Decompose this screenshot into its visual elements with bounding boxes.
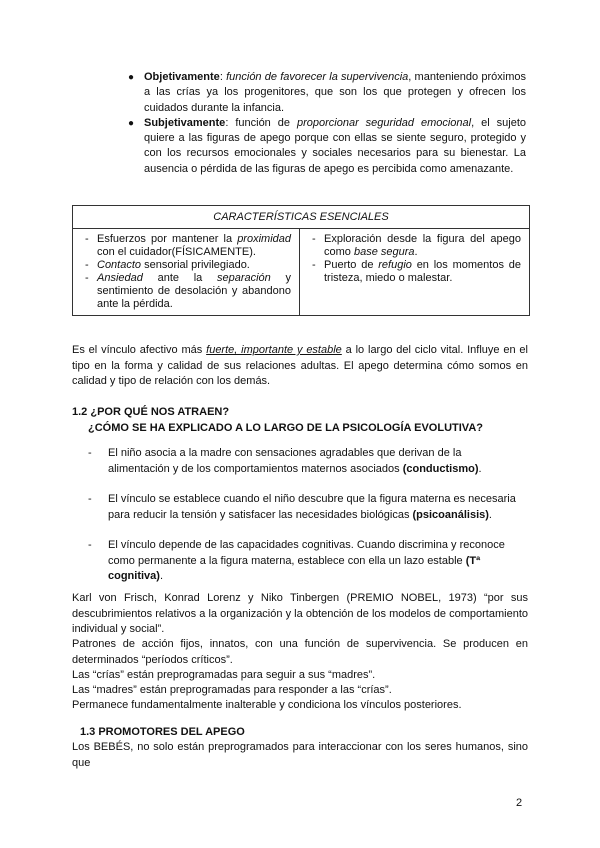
list-item-text: El vínculo depende de las capacidades cognitivas. Cuando discrimina y reconoce como permanente a la figura materna, establece con ella un lazo estable [108,539,505,567]
section-heading-1-3: 1.3 PROMOTORES DEL APEGO [80,726,245,738]
table-item-text: Esfuerzos por mantener la [97,233,238,245]
list-item [88,538,524,585]
bullet-list [126,70,526,177]
page-number: 2 [516,797,523,809]
table-item-italic: Ansiedad [97,272,143,284]
dash-icon: - [85,259,89,271]
table-item-text: ante la [142,272,217,284]
theories-list [88,446,524,600]
table-item-text: en los momentos de tristeza, miedo o malestar. [324,259,521,284]
table-item-italic: proximidad [237,233,291,245]
list-item [88,492,524,523]
dash-icon: - [312,233,316,245]
bullet-italic: proporcionar seguridad emocional [296,116,472,129]
list-item-bold: (Tª cognitiva) [108,554,481,582]
list-item-end: . [478,462,482,475]
table-item-text: Exploración desde la figura del apego como [324,233,521,258]
table-item [79,233,291,259]
table-item-text: . [414,246,418,258]
bullet-rest: , manteniendo próximos a las crías ya los progenitores, que son los que protegen y ofrecen los cuidados durante la infancia. [144,71,526,114]
table-item-text: con el cuidador(FÍSICAMENTE). [97,246,256,258]
dash-icon: - [88,447,92,459]
table-right-column [300,229,529,315]
bullet-sep: : función de [225,116,297,129]
list-item-text: El niño asocia a la madre con sensaciones agradables que derivan de la alimentación y de los comportamientos maternos asociados [108,447,462,475]
list-item-end: . [488,508,492,521]
bullet-label: Subjetivamente [144,116,226,129]
para-underlined: fuerte, importante y estable [206,344,342,356]
list-item [88,446,524,477]
table-item-italic: refugio [378,259,412,271]
table-left-column [73,229,300,315]
bullet-label: Objetivamente [144,71,220,83]
table-item-italic: base segura [353,246,415,258]
table-title: CARACTERÍSTICAS ESENCIALES [73,206,529,229]
line-crias: Las “crías” están preprogramadas para seguir a sus “madres”. [72,669,376,681]
dash-icon: - [88,493,92,505]
paragraph-bebes: Los BEBÉS, no solo están preprogramados para interaccionar con los seres humanos, sino que [72,741,528,769]
dash-icon: - [85,233,89,245]
list-item-text: El vínculo se establece cuando el niño descubre que la figura materna es necesaria para reducir la tensión y satisfacer las necesidades biológicas [108,493,516,521]
line-permanece: Permanece fundamentalmente inalterable y condiciona los vínculos posteriores. [72,699,462,711]
bullet-rest: , el sujeto quiere a las figuras de apego porque con ellas se siente seguro, protegido y con los recursos emocionales y sociales necesarios para su bienestar. La ausencia o pérdida de las figuras de apego es percibida como amenazante. [144,116,527,175]
section-heading-1-2: 1.2 ¿POR QUÉ NOS ATRAEN? [72,406,230,418]
table-item-italic: separación [216,272,271,284]
bullet-subjetivamente [126,116,526,177]
paragraph-vinculo [72,343,528,390]
list-item-bold: (psicoanálisis) [412,508,489,521]
table-item [306,259,521,285]
bullet-sep: : [219,71,227,83]
bullet-objetivamente [126,70,526,116]
table-item-italic: Contacto [97,259,142,271]
table-item [79,259,291,272]
dash-icon: - [312,259,316,271]
bullet-dot-icon: ● [128,117,135,129]
table-item-text: sensorial privilegiado. [141,259,250,271]
paragraph-patrones: Patrones de acción fijos, innatos, con una función de supervivencia. Se producen en determinados “períodos críticos”. [72,638,528,666]
dash-icon: - [85,272,89,284]
para-text: a lo largo del ciclo vital. Influye en el tipo en la forma y calidad de sus relaciones adultas. El apego determina cómo somos en calidad y tipo de relación con los demás. [72,344,528,387]
bullet-italic: función de favorecer la supervivencia [226,71,409,83]
table-item [306,233,521,259]
table-item-text: y sentimiento de desolación y abandono ante la pérdida. [97,272,292,310]
section-subheading-1-2: ¿CÓMO SE HA EXPLICADO A LO LARGO DE LA PSICOLOGÍA EVOLUTIVA? [88,422,483,434]
characteristics-table [72,205,530,316]
list-item-bold: (conductismo) [402,462,479,475]
table-item [79,272,291,311]
dash-icon: - [88,539,92,551]
para-text: Es el vínculo afectivo más [72,344,207,356]
line-madres: Las “madres” están preprogramadas para responder a las “crías”. [72,684,392,696]
table-item-text: Puerto de [324,259,379,271]
list-item-end: . [159,570,164,582]
bullet-dot-icon: ● [128,72,135,83]
table-body [73,229,529,315]
paragraph-nobel: Karl von Frisch, Konrad Lorenz y Niko Tinbergen (PREMIO NOBEL, 1973) “por sus descubrimientos relativos a la organización y la obtención de los modelos de comportamiento individual y social”. [72,592,528,635]
